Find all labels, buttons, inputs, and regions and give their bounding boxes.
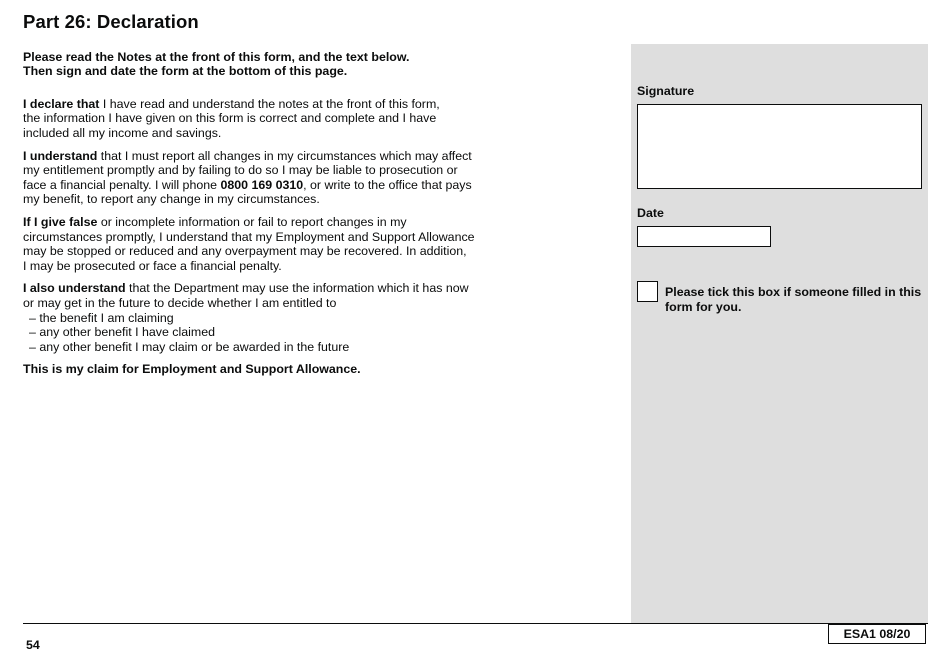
form-code-badge: ESA1 08/20: [828, 624, 926, 644]
claim-statement: This is my claim for Employment and Support Allowance.: [23, 362, 361, 377]
benefit-list: [23, 311, 493, 355]
declare-text: I have read and understand the notes at the front of this form,: [99, 96, 440, 111]
false-info-text: circumstances promptly, I understand that my Employment and Support Allowance: [23, 229, 475, 244]
understand-paragraph: [23, 149, 493, 207]
understand-text: my entitlement promptly and by failing to do so I may be liable to prosecution or: [23, 163, 458, 178]
intro: [23, 50, 493, 79]
false-info-text: or incomplete information or fail to report changes in my: [97, 214, 407, 229]
also-paragraph: [23, 281, 493, 354]
understand-lead: I understand: [23, 148, 98, 163]
list-item: – any other benefit I have claimed: [29, 325, 215, 340]
checkbox-label: Please tick this box if someone filled in this form for you.: [665, 285, 922, 314]
declare-paragraph: [23, 97, 493, 141]
intro-line: Then sign and date the form at the bottom of this page.: [23, 64, 348, 79]
date-label: Date: [637, 206, 664, 220]
someone-filled-checkbox[interactable]: [637, 281, 658, 302]
also-lead: I also understand: [23, 281, 126, 296]
page-number: 54: [26, 638, 40, 652]
false-info-paragraph: [23, 215, 493, 273]
page-title: Part 26: Declaration: [23, 11, 199, 32]
false-info-lead: If I give false: [23, 214, 98, 229]
signature-label: Signature: [637, 84, 695, 98]
false-info-text: may be stopped or reduced and any overpayment may be recovered. In addition,: [23, 244, 467, 259]
declare-text: the information I have given on this form is correct and complete and I have: [23, 111, 437, 126]
signature-panel: [631, 44, 928, 624]
understand-text: , or write to the office that pays: [303, 177, 472, 192]
understand-text: that I must report all changes in my circumstances which may affect: [97, 148, 472, 163]
also-text: or may get in the future to decide whether I am entitled to: [23, 295, 337, 310]
list-item: – the benefit I am claiming: [29, 310, 174, 325]
understand-text: face a financial penalty. I will phone: [23, 177, 221, 192]
declaration-text: [23, 50, 493, 377]
list-item: – any other benefit I may claim or be awarded in the future: [29, 339, 350, 354]
phone-number: 0800 169 0310: [220, 177, 304, 192]
declare-lead: I declare that: [23, 96, 100, 111]
signature-field[interactable]: [637, 104, 922, 189]
date-field[interactable]: [637, 226, 771, 247]
false-info-text: I may be prosecuted or face a financial penalty.: [23, 258, 282, 273]
declare-text: included all my income and savings.: [23, 126, 222, 140]
footer-divider: [23, 623, 928, 624]
also-text: that the Department may use the information which it has now: [125, 281, 469, 296]
understand-text: my benefit, to report any change in my circumstances.: [23, 192, 320, 207]
intro-line: Please read the Notes at the front of this form, and the text below.: [23, 50, 410, 64]
